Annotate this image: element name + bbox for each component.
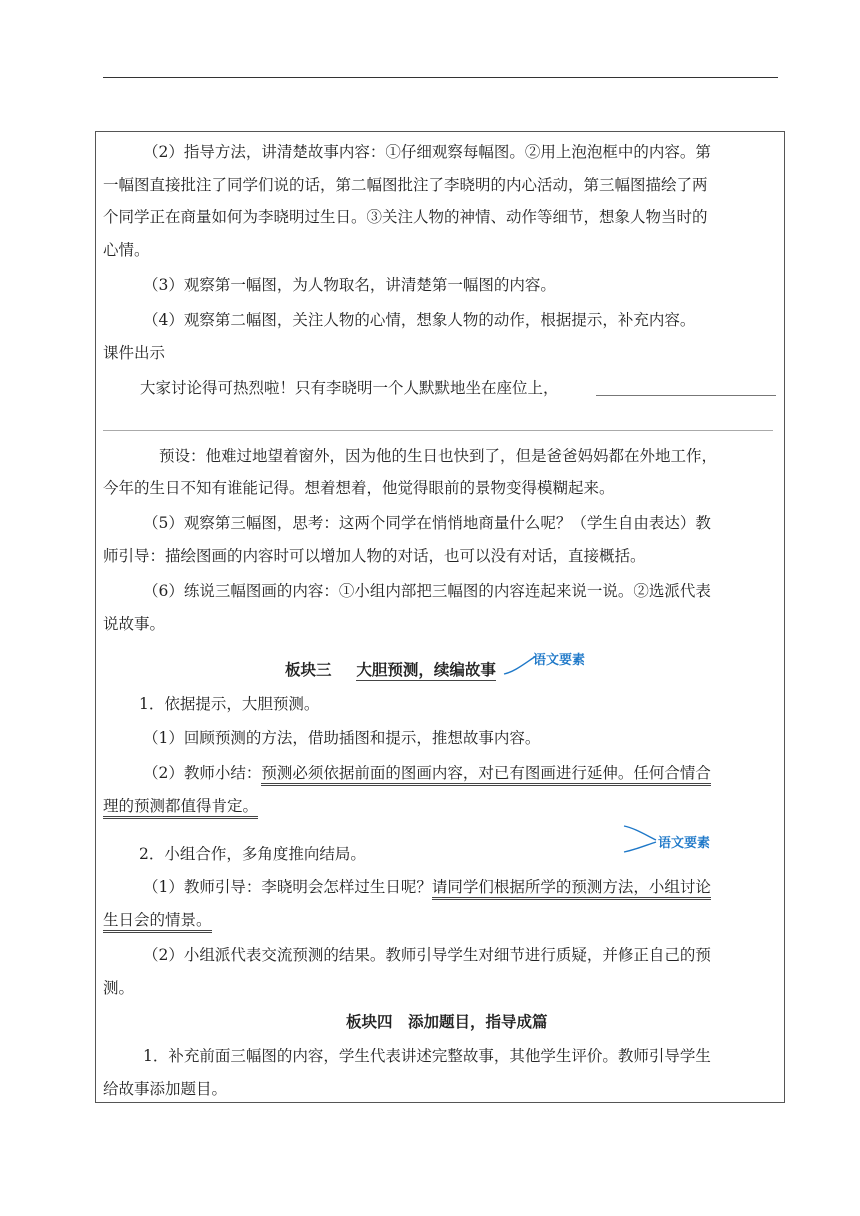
paragraph-line: 大家讨论得可热烈啦！只有李晓明一个人默默地坐在座位上，	[140, 379, 559, 397]
paragraph-line	[103, 909, 212, 931]
underlined-text: 预测必须依据前面的图画内容，对已有图画进行延伸。任何合情合	[261, 764, 711, 786]
text-span: （1）教师引导：李晓明会怎样过生日呢？	[143, 878, 432, 896]
paragraph-line: （2）指导方法，讲清楚故事内容：①仔细观察每幅图。②用上泡泡框中的内容。第	[143, 143, 711, 161]
paragraph-line: 2．小组合作，多角度推向结局。	[139, 845, 366, 863]
paragraph-line: （3）观察第一幅图，为人物取名，讲清楚第一幅图的内容。	[143, 276, 556, 294]
paragraph-line: 给故事添加题目。	[103, 1080, 228, 1098]
paragraph-line: 今年的生日不知有谁能记得。想着想着，他觉得眼前的景物变得模糊起来。	[103, 479, 615, 497]
section-prefix: 板块三	[285, 660, 332, 679]
annotation-label: 语文要素	[658, 836, 711, 851]
fill-blank-line	[103, 430, 773, 431]
paragraph-line: 1．依据提示，大胆预测。	[139, 695, 320, 713]
text-span: （2）教师小结：	[143, 764, 262, 782]
paragraph-line: （5）观察第三幅图，思考：这两个同学在悄悄地商量什么呢？（学生自由表达）教	[143, 514, 711, 532]
annotation-arrow-icon	[622, 822, 662, 856]
paragraph-line	[143, 762, 711, 784]
paragraph-line: （1）回顾预测的方法，借助插图和提示，推想故事内容。	[143, 729, 541, 747]
paragraph-line: 心情。	[103, 241, 150, 259]
paragraph-line	[143, 876, 711, 898]
paragraph-line: 测。	[103, 979, 135, 997]
paragraph-line: 课件出示	[103, 344, 166, 362]
section-heading-4: 板块四 添加题目，指导成篇	[346, 1012, 548, 1031]
underlined-text: 生日会的情景。	[103, 911, 212, 933]
header-rule	[103, 77, 778, 78]
section-title: 大胆预测，续编故事	[356, 660, 496, 679]
paragraph-line: 说故事。	[103, 615, 166, 633]
paragraph-line: 预设：他难过地望着窗外，因为他的生日也快到了，但是爸爸妈妈都在外地工作，	[159, 447, 718, 465]
paragraph-line: 师引导：描绘图画的内容时可以增加人物的对话，也可以没有对话，直接概括。	[103, 547, 646, 565]
paragraph-line: （6）练说三幅图画的内容：①小组内部把三幅图的内容连起来说一说。②选派代表	[143, 582, 711, 600]
underlined-text: 理的预测都值得肯定。	[103, 797, 258, 819]
annotation-label: 语文要素	[533, 653, 586, 668]
paragraph-line: （2）小组派代表交流预测的结果。教师引导学生对细节进行质疑，并修正自己的预	[143, 946, 711, 964]
paragraph-line: 1．补充前面三幅图的内容，学生代表讲述完整故事，其他学生评价。教师引导学生	[143, 1047, 711, 1065]
paragraph-line: 个同学正在商量如何为李晓明过生日。③关注人物的神情、动作等细节，想象人物当时的	[103, 208, 708, 226]
paragraph-line	[103, 795, 258, 817]
paragraph-line: （4）观察第二幅图，关注人物的心情，想象人物的动作，根据提示，补充内容。	[143, 311, 696, 329]
underlined-text: 请同学们根据所学的预测方法，小组讨论	[432, 878, 711, 900]
section-heading-3	[285, 659, 496, 681]
paragraph-line: 一幅图直接批注了同学们说的话，第二幅图批注了李晓明的内心活动，第三幅图描绘了两	[103, 176, 708, 194]
fill-blank	[596, 395, 776, 396]
